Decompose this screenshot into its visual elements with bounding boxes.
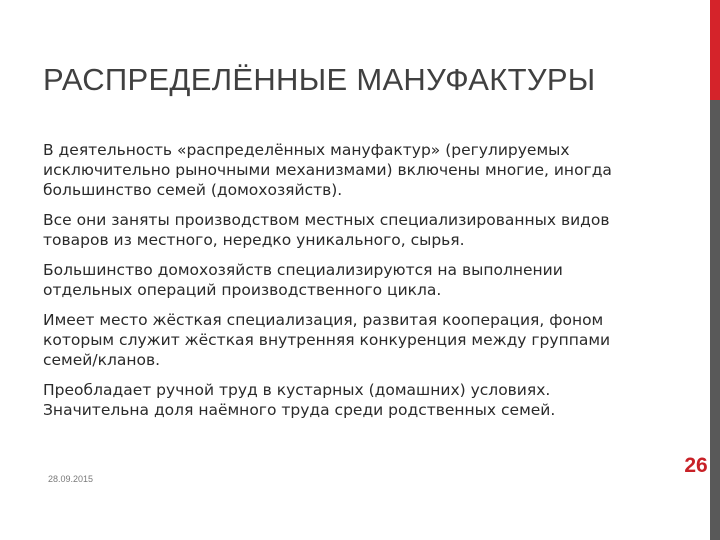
paragraph: Все они заняты производством местных специализированных видов товаров из местного, нередко уникального, сырья. xyxy=(43,211,610,249)
accent-bar xyxy=(710,0,720,100)
page-number: 26 xyxy=(684,454,708,477)
paragraph: Преобладает ручной труд в кустарных (домашних) условиях. Значительна доля наёмного труда среди родственных семей. xyxy=(43,381,556,419)
paragraph: В деятельность «распределённых мануфактур» (регулируемых исключительно рыночными механизмами) включены многие, иногда большинство семей (домохозяйств). xyxy=(43,141,612,199)
slide-title: РАСПРЕДЕЛЁННЫЕ МАНУФАКТУРЫ xyxy=(43,62,596,97)
side-bar xyxy=(710,100,720,540)
paragraph: Большинство домохозяйств специализируются на выполнении отдельных операций производственного цикла. xyxy=(43,261,563,299)
paragraph: Имеет место жёсткая специализация, развитая кооперация, фоном которым служит жёсткая внутренняя конкуренция между группами семей/кланов. xyxy=(43,311,611,369)
slide-content xyxy=(43,140,643,430)
slide-date: 28.09.2015 xyxy=(48,474,94,484)
